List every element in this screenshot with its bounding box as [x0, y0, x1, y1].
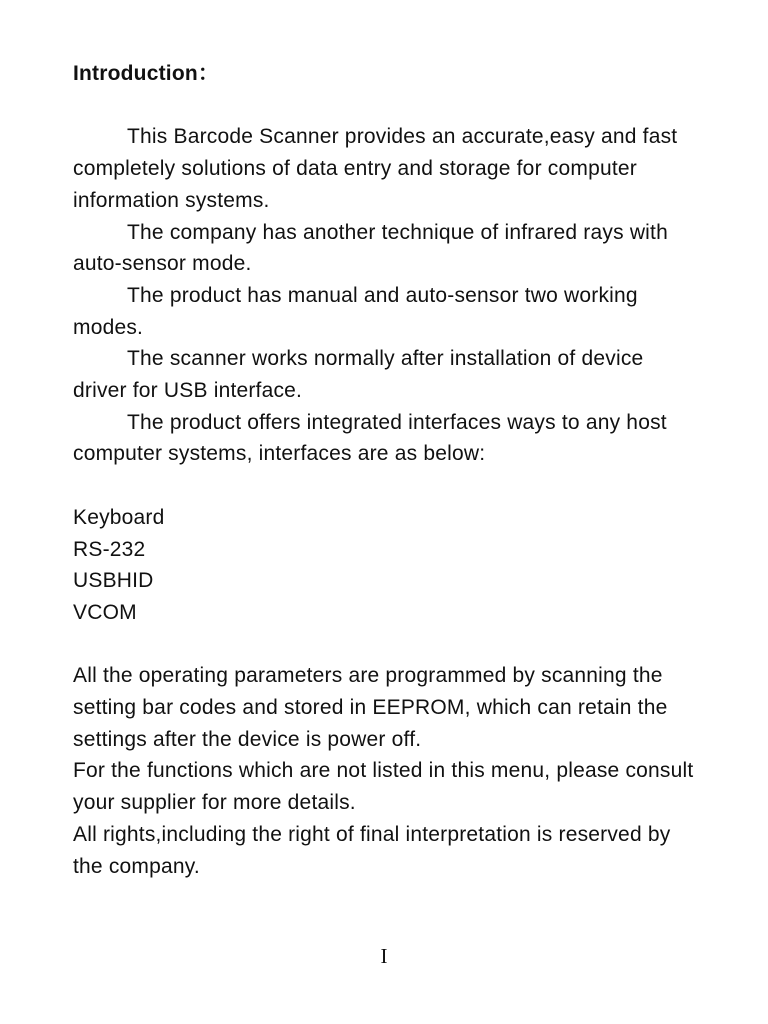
intro-paragraph: The product offers integrated interfaces ways to any host computer systems, interfaces are as below: — [73, 410, 667, 466]
intro-paragraph: The scanner works normally after installation of device driver for USB interface. — [73, 347, 644, 403]
closing-paragraph: For the functions which are not listed in this menu, please consult your supplier for more details. — [73, 759, 694, 815]
intro-paragraph: The product has manual and auto-sensor two working modes. — [73, 283, 638, 339]
interface-item: USBHID — [73, 569, 154, 593]
spacer — [73, 90, 703, 122]
closing-paragraph: All the operating parameters are programmed by scanning the setting bar codes and stored in EEPROM, which can retain the settings after the device is power off. — [73, 664, 668, 751]
intro-paragraph: This Barcode Scanner provides an accurate,easy and fast completely solutions of data entry and storage for computer information systems. — [73, 125, 678, 212]
intro-paragraph: The company has another technique of infrared rays with auto-sensor mode. — [73, 220, 668, 276]
document-body — [73, 58, 703, 882]
spacer — [73, 629, 703, 661]
closing-paragraph: All rights,including the right of final interpretation is reserved by the company. — [73, 822, 671, 878]
section-heading: Introduction： — [73, 62, 220, 85]
interface-item: RS-232 — [73, 537, 146, 561]
interface-list — [73, 502, 703, 629]
page-number: I — [380, 944, 388, 968]
interface-item: VCOM — [73, 600, 137, 624]
spacer — [73, 470, 703, 502]
interface-item: Keyboard — [73, 505, 165, 529]
